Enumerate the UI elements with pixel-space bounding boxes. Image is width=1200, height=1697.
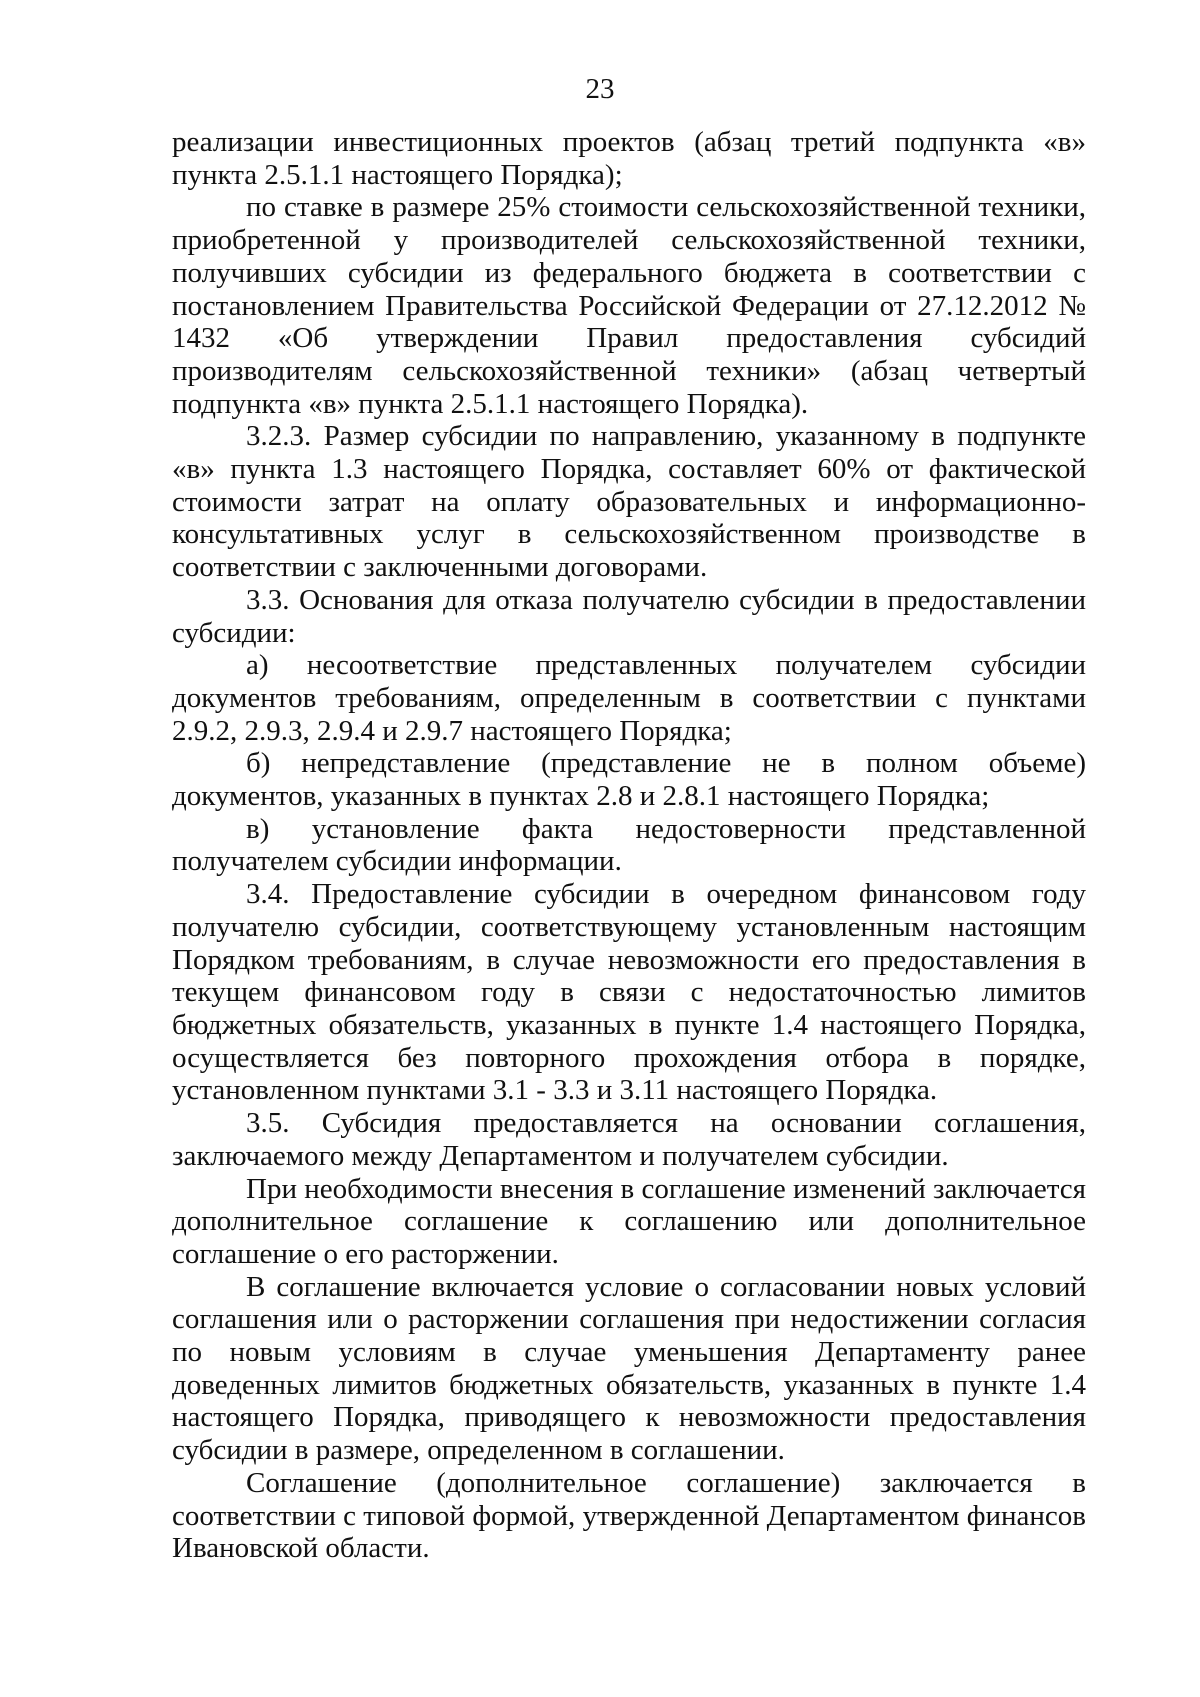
paragraph-standard-form: Соглашение (дополнительное соглашение) заключается в соответствии с типовой формой, утвержденной Департаментом финансов Ивановской области. (172, 1466, 1086, 1565)
paragraph-3-3: 3.3. Основания для отказа получателю субсидии в предоставлении субсидии: (172, 583, 1086, 649)
paragraph-3-2-3: 3.2.3. Размер субсидии по направлению, указанному в подпункте «в» пункта 1.3 настоящего Порядка, составляет 60% от фактической стоимости затрат на оплату образовательных и информационно-консультативных услуг в сельскохозяйственном производстве в соответствии с заключенными договорами. (172, 420, 1086, 584)
list-item-v: в) установление факта недостоверности представленной получателем субсидии информации. (172, 812, 1086, 878)
list-item-a: а) несоответствие представленных получателем субсидии документов требованиям, определенным в соответствии с пунктами 2.9.2, 2.9.3, 2.9.4 и 2.9.7 настоящего Порядка; (172, 649, 1086, 747)
paragraph-rate-25-percent: по ставке в размере 25% стоимости сельскохозяйственной техники, приобретенной у производителей сельскохозяйственной техники, получивших субсидии из федерального бюджета в соответствии с постановлением Правительства Российской Федерации от 27.12.2012 № 1432 «Об утверждении Правил предоставления субсидий производителям сельскохозяйственной техники» (абзац четвертый подпункта «в» пункта 2.5.1.1 настоящего Порядка). (172, 191, 1086, 420)
paragraph-new-conditions: В соглашение включается условие о согласовании новых условий соглашения или о расторжении соглашения при недостижении согласия по новым условиям в случае уменьшения Департаменту ранее доведенных лимитов бюджетных обязательств, указанных в пункте 1.4 настоящего Порядка, приводящего к невозможности предоставления субсидии в размере, определенном в соглашении. (172, 1270, 1086, 1467)
paragraph-amendment: При необходимости внесения в соглашение изменений заключается дополнительное соглашение к соглашению или дополнительное соглашение о его расторжении. (172, 1172, 1086, 1270)
paragraph-continuation: реализации инвестиционных проектов (абзац третий подпункта «в» пункта 2.5.1.1 настоящего Порядка); (172, 126, 1086, 191)
paragraph-3-5: 3.5. Субсидия предоставляется на основании соглашения, заключаемого между Департаментом и получателем субсидии. (172, 1107, 1086, 1172)
list-item-b: б) непредставление (представление не в полном объеме) документов, указанных в пунктах 2.8 и 2.8.1 настоящего Порядка; (172, 747, 1086, 813)
document-body (172, 126, 1086, 1565)
paragraph-3-4: 3.4. Предоставление субсидии в очередном финансовом году получателю субсидии, соответствующему установленным настоящим Порядком требованиям, в случае невозможности его предоставления в текущем финансовом году в связи с недостаточностью лимитов бюджетных обязательств, указанных в пункте 1.4 настоящего Порядка, осуществляется без повторного прохождения отбора в порядке, установленном пунктами 3.1 - 3.3 и 3.11 настоящего Порядка. (172, 878, 1086, 1107)
page-number: 23 (585, 73, 615, 105)
